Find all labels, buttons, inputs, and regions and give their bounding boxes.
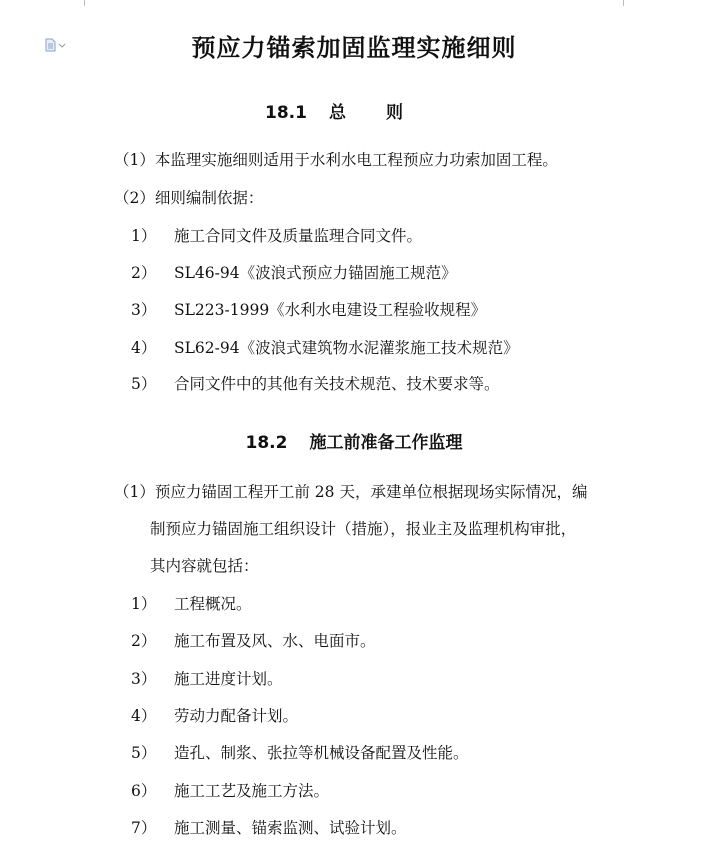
section-heading-18-2 [0,428,708,453]
list-item-text: 工程概况。 [174,595,252,613]
list-item-text: 施工工艺及施工方法。 [174,782,330,800]
list-item-text: 施工测量、锚索监测、试验计划。 [174,819,407,837]
list-item-text: SL46-94《波浪式预应力锚固施工规范》 [174,264,457,282]
list-item-text: 合同文件中的其他有关技术规范、技术要求等。 [174,375,500,393]
paragraph-line: 制预应力锚固施工组织设计（措施），报业主及监理机构审批， [150,520,577,538]
page-title: 预应力锚索加固监理实施细则 [191,33,517,62]
list-item-number: 4） [131,339,157,357]
page-corner-left [84,0,85,6]
list-item-number: 5） [131,375,157,393]
paragraph: （1）本监理实施细则适用于水利水电工程预应力功索加固工程。 [114,151,558,169]
list-item-number: 7） [131,819,157,837]
list-item-text: 造孔、制浆、张拉等机械设备配置及性能。 [174,744,469,762]
list-item-number: 3） [131,670,157,688]
list-item-text: 施工布置及风、水、电面市。 [174,632,376,650]
list-item-text: SL62-94《波浪式建筑物水泥灌浆施工技术规范》 [174,339,519,357]
paragraph-line: （1）预应力锚固工程开工前 28 天，承建单位根据现场实际情况，编 [114,483,588,501]
list-item-number: 4） [131,707,157,725]
section-number: 18.1 [265,103,307,123]
paragraph-line: 其内容就包括： [150,557,259,575]
list-item-number: 2） [131,264,157,282]
list-item-text: 施工合同文件及质量监理合同文件。 [174,227,423,245]
section-heading-18-1 [0,98,708,123]
paragraph: （2）细则编制依据： [114,189,264,207]
section-title: 施工前准备工作监理 [309,433,463,453]
list-item-number: 2） [131,632,157,650]
section-number: 18.2 [245,433,288,453]
section-title: 总则 [328,103,443,123]
page-corner-right [623,0,624,6]
list-item-text: 劳动力配备计划。 [174,707,299,725]
list-item-number: 6） [131,782,157,800]
list-item-number: 5） [131,744,157,762]
list-item-number: 3） [131,301,157,319]
list-item-text: 施工进度计划。 [174,670,283,688]
list-item-number: 1） [131,227,157,245]
list-item-text: SL223-1999《水利水电建设工程验收规程》 [174,301,487,319]
list-item-number: 1） [131,595,157,613]
